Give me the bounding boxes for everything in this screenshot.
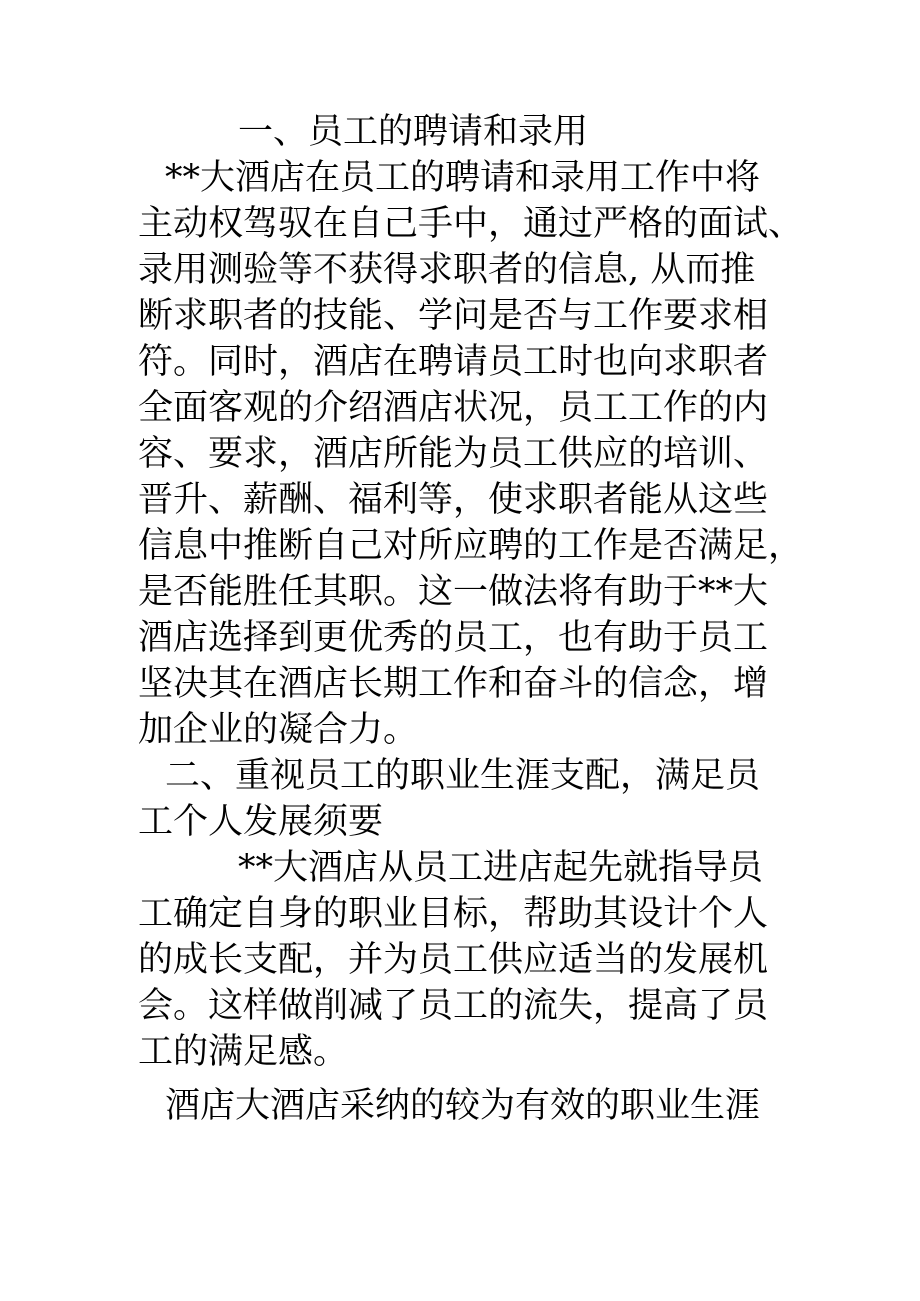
paragraph-line: 断求职者的技能、学问是否与工作要求相 bbox=[138, 296, 769, 336]
paragraph-line: 是否能胜任其职。这一做法将有助于**大 bbox=[138, 572, 769, 612]
paragraph-line: 酒店选择到更优秀的员工，也有助于员工 bbox=[138, 618, 769, 658]
paragraph-line: 录用测验等不获得求职者的信息, 从而推 bbox=[138, 250, 756, 290]
section-heading-1: 一、员工的聘请和录用 bbox=[238, 112, 589, 152]
paragraph-line: 全面客观的介绍酒店状况，员工工作的内 bbox=[138, 388, 769, 428]
paragraph-1 bbox=[138, 155, 804, 753]
paragraph-line: 符。同时，酒店在聘请员工时也向求职者 bbox=[138, 342, 769, 382]
paragraph-line: 会。这样做削减了员工的流失，提高了员 bbox=[138, 986, 769, 1026]
paragraph-line: **大酒店在员工的聘请和录用工作中将 bbox=[165, 158, 761, 198]
paragraph-line: 主动权驾驭在自己手中，通过严格的面试、 bbox=[138, 204, 804, 244]
paragraph-2 bbox=[138, 845, 798, 1075]
paragraph-line: 信息中推断自己对所应聘的工作是否满足， bbox=[138, 526, 804, 566]
paragraph-line: 的成长支配，并为员工供应适当的发展机 bbox=[138, 940, 769, 980]
paragraph-line: **大酒店从员工进店起先就指导员 bbox=[238, 848, 764, 888]
paragraph-line: 坚决其在酒店长期工作和奋斗的信念，增 bbox=[138, 664, 769, 704]
paragraph-3 bbox=[138, 1083, 798, 1129]
heading-line: 二、重视员工的职业生涯支配，满足员 bbox=[165, 756, 761, 796]
heading-line: 工个人发展须要 bbox=[138, 802, 384, 842]
paragraph-line: 容、要求，酒店所能为员工供应的培训、 bbox=[138, 434, 769, 474]
section-heading-2 bbox=[138, 753, 798, 845]
paragraph-line: 晋升、薪酬、福利等，使求职者能从这些 bbox=[138, 480, 769, 520]
paragraph-line: 酒店大酒店采纳的较为有效的职业生涯 bbox=[165, 1086, 761, 1126]
paragraph-line: 工确定自身的职业目标，帮助其设计个人 bbox=[138, 894, 769, 934]
document-body bbox=[138, 109, 804, 1129]
paragraph-line: 加企业的凝合力。 bbox=[138, 710, 419, 750]
paragraph-line: 工的满足感。 bbox=[138, 1032, 349, 1072]
